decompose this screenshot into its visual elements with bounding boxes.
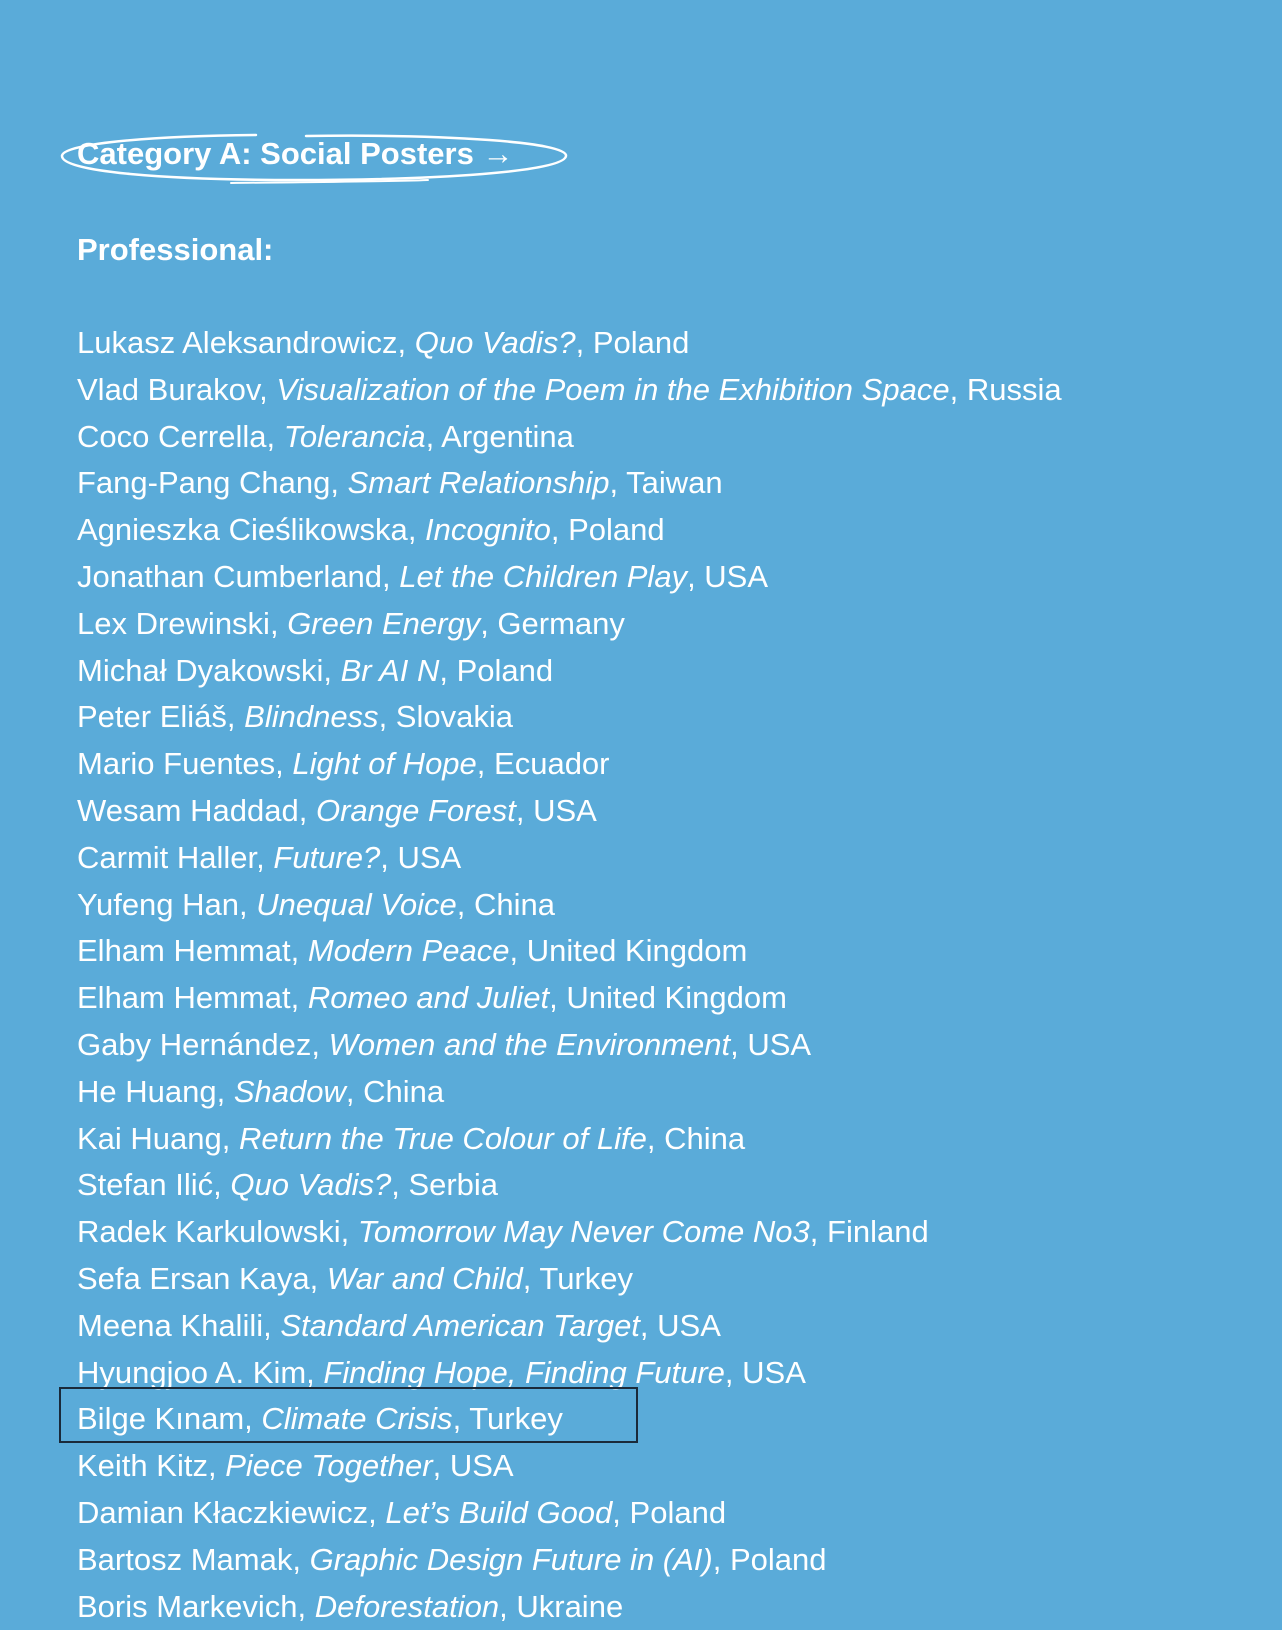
list-item: Elham Hemmat, Romeo and Juliet, United Kingdom	[77, 980, 787, 1016]
entry-country: Slovakia	[395, 699, 513, 735]
entry-name: Damian Kłaczkiewicz	[77, 1494, 369, 1530]
list-item: Gaby Hernández, Women and the Environment, USA	[77, 1026, 812, 1062]
entry-name: Bartosz Mamak	[77, 1541, 293, 1577]
entry-title: Let the Children Play	[399, 558, 688, 594]
entry-title: Romeo and Juliet	[307, 980, 550, 1016]
category-a-link[interactable]: Category A: Social Posters →	[77, 136, 514, 171]
list-item: Boris Markevich, Deforestation, Ukraine	[77, 1588, 624, 1624]
entry-title: Tolerancia	[283, 418, 426, 454]
list-item: Fang-Pang Chang, Smart Relationship, Taiwan	[77, 465, 723, 501]
list-item: Damian Kłaczkiewicz, Let’s Build Good, Poland	[77, 1494, 727, 1530]
list-item: Peter Eliáš, Blindness, Slovakia	[77, 699, 513, 735]
entry-country: USA	[449, 1448, 514, 1484]
entry-name: Michał Dyakowski	[77, 652, 324, 688]
entry-country: Poland	[568, 512, 665, 548]
list-item: Yufeng Han, Unequal Voice, China	[77, 886, 555, 922]
list-item: Bilge Kınam, Climate Crisis, Turkey	[77, 1401, 563, 1437]
entry-title: Quo Vadis?	[414, 325, 576, 360]
entry-country: Poland	[629, 1494, 727, 1530]
entry-country: Ecuador	[494, 746, 610, 782]
entry-name: Agnieszka Cieślikowska	[77, 512, 408, 548]
entry-country: Turkey	[539, 1260, 633, 1296]
entry-name: Elham Hemmat	[77, 980, 291, 1016]
entry-title: Finding Hope, Finding Future	[323, 1354, 725, 1390]
entry-country: USA	[533, 792, 597, 828]
entry-title: War and Child	[326, 1260, 523, 1296]
entry-title: Orange Forest	[315, 792, 516, 828]
entries-list	[77, 320, 1267, 1624]
entry-name: Radek Karkulowski	[77, 1214, 341, 1250]
entry-name: Hyungjoo A. Kim	[77, 1354, 307, 1390]
entry-country: Russia	[966, 371, 1062, 407]
entry-title: Incognito	[425, 512, 551, 548]
list-item: Radek Karkulowski, Tomorrow May Never Come No3, Finland	[77, 1214, 929, 1250]
entry-country: Germany	[497, 605, 625, 641]
entry-title: Return the True Colour of Life	[239, 1120, 647, 1156]
entry-country: United Kingdom	[526, 933, 748, 969]
list-item: Bartosz Mamak, Graphic Design Future in (AI), Poland	[77, 1541, 827, 1577]
list-item: Agnieszka Cieślikowska, Incognito, Poland	[77, 512, 665, 548]
entry-country: Argentina	[441, 418, 574, 454]
entry-title: Let’s Build Good	[385, 1494, 613, 1530]
entry-name: Bilge Kınam	[77, 1401, 245, 1437]
list-item: Keith Kitz, Piece Together, USA	[77, 1448, 514, 1484]
entry-country: USA	[747, 1026, 812, 1062]
list-item: Wesam Haddad, Orange Forest, USA	[77, 792, 597, 828]
entry-name: Vlad Burakov	[77, 371, 260, 407]
entry-title: Light of Hope	[292, 746, 477, 782]
entry-name: Gaby Hernández	[77, 1026, 312, 1062]
entry-country: USA	[704, 558, 769, 594]
entry-title: Visualization of the Poem in the Exhibition Space	[276, 371, 950, 407]
entry-title: Women and the Environment	[328, 1026, 731, 1062]
entry-title: Modern Peace	[307, 933, 510, 969]
entry-name: Mario Fuentes	[77, 746, 276, 782]
entry-name: Sefa Ersan Kaya	[77, 1260, 310, 1296]
entry-name: Stefan Ilić	[77, 1167, 214, 1203]
entry-title: Standard American Target	[280, 1307, 640, 1343]
entry-country: China	[664, 1120, 746, 1156]
entry-country: USA	[657, 1307, 721, 1343]
list-item: Carmit Haller, Future?, USA	[77, 839, 462, 875]
entry-name: Lukasz Aleksandrowicz	[77, 325, 398, 360]
entry-name: Jonathan Cumberland	[77, 558, 383, 594]
entry-country: Serbia	[408, 1167, 499, 1203]
category-link-container[interactable]	[56, 130, 570, 186]
list-item: Coco Cerrella, Tolerancia, Argentina	[77, 418, 574, 454]
list-item: Lex Drewinski, Green Energy, Germany	[77, 605, 625, 641]
entry-country: Finland	[827, 1214, 929, 1250]
list-item: Vlad Burakov, Visualization of the Poem in the Exhibition Space, Russia	[77, 371, 1062, 407]
entry-country: United Kingdom	[566, 980, 787, 1016]
entry-country: Poland	[456, 652, 554, 688]
entry-title: Blindness	[244, 699, 379, 735]
list-item: He Huang, Shadow, China	[77, 1073, 445, 1109]
entry-title: Green Energy	[287, 605, 481, 641]
entry-name: Boris Markevich	[77, 1588, 298, 1624]
entry-title: Climate Crisis	[261, 1401, 453, 1437]
entry-name: Keith Kitz	[77, 1448, 208, 1484]
entry-name: Peter Eliáš	[77, 699, 227, 735]
entry-name: Meena Khalili	[77, 1307, 264, 1343]
entry-country: Ukraine	[516, 1588, 624, 1624]
list-item: Elham Hemmat, Modern Peace, United Kingdom	[77, 933, 748, 969]
entry-country: China	[474, 886, 555, 922]
entry-title: Quo Vadis?	[230, 1167, 392, 1203]
entry-title: Br AI N	[340, 652, 440, 688]
entry-country: USA	[742, 1354, 806, 1390]
entry-name: Fang-Pang Chang	[77, 465, 331, 501]
list-item: Stefan Ilić, Quo Vadis?, Serbia	[77, 1167, 499, 1203]
entry-title: Tomorrow May Never Come No3	[357, 1214, 810, 1250]
entry-country: Poland	[729, 1541, 827, 1577]
entry-country: Poland	[592, 325, 690, 360]
list-item: Mario Fuentes, Light of Hope, Ecuador	[77, 746, 610, 782]
list-item: Lukasz Aleksandrowicz, Quo Vadis?, Poland	[77, 325, 690, 360]
section-heading: Professional:	[77, 232, 274, 267]
entry-name: Wesam Haddad	[77, 792, 299, 828]
entry-name: Yufeng Han	[77, 886, 240, 922]
list-item: Hyungjoo A. Kim, Finding Hope, Finding Future, USA	[77, 1354, 806, 1390]
entry-name: Kai Huang	[77, 1120, 222, 1156]
list-item: Kai Huang, Return the True Colour of Life, China	[77, 1120, 746, 1156]
entry-country: China	[363, 1073, 445, 1109]
entry-title: Unequal Voice	[256, 886, 457, 922]
entry-title: Piece Together	[225, 1448, 433, 1484]
list-item: Meena Khalili, Standard American Target, USA	[77, 1307, 721, 1343]
entry-title: Future?	[273, 839, 381, 875]
entry-title: Smart Relationship	[347, 465, 610, 501]
entry-title: Deforestation	[314, 1588, 500, 1624]
entry-country: Turkey	[469, 1401, 563, 1437]
entry-title: Graphic Design Future in (AI)	[309, 1541, 713, 1577]
list-item: Michał Dyakowski, Br AI N, Poland	[77, 652, 554, 688]
entry-name: Elham Hemmat	[77, 933, 291, 969]
entry-country: Taiwan	[626, 465, 723, 501]
list-item: Sefa Ersan Kaya, War and Child, Turkey	[77, 1260, 633, 1296]
entry-name: Coco Cerrella	[77, 418, 267, 454]
entry-title: Shadow	[233, 1073, 346, 1109]
entry-name: He Huang	[77, 1073, 217, 1109]
entry-name: Carmit Haller	[77, 839, 257, 875]
list-item: Jonathan Cumberland, Let the Children Play, USA	[77, 558, 769, 594]
entry-name: Lex Drewinski	[77, 605, 270, 641]
entry-country: USA	[397, 839, 462, 875]
